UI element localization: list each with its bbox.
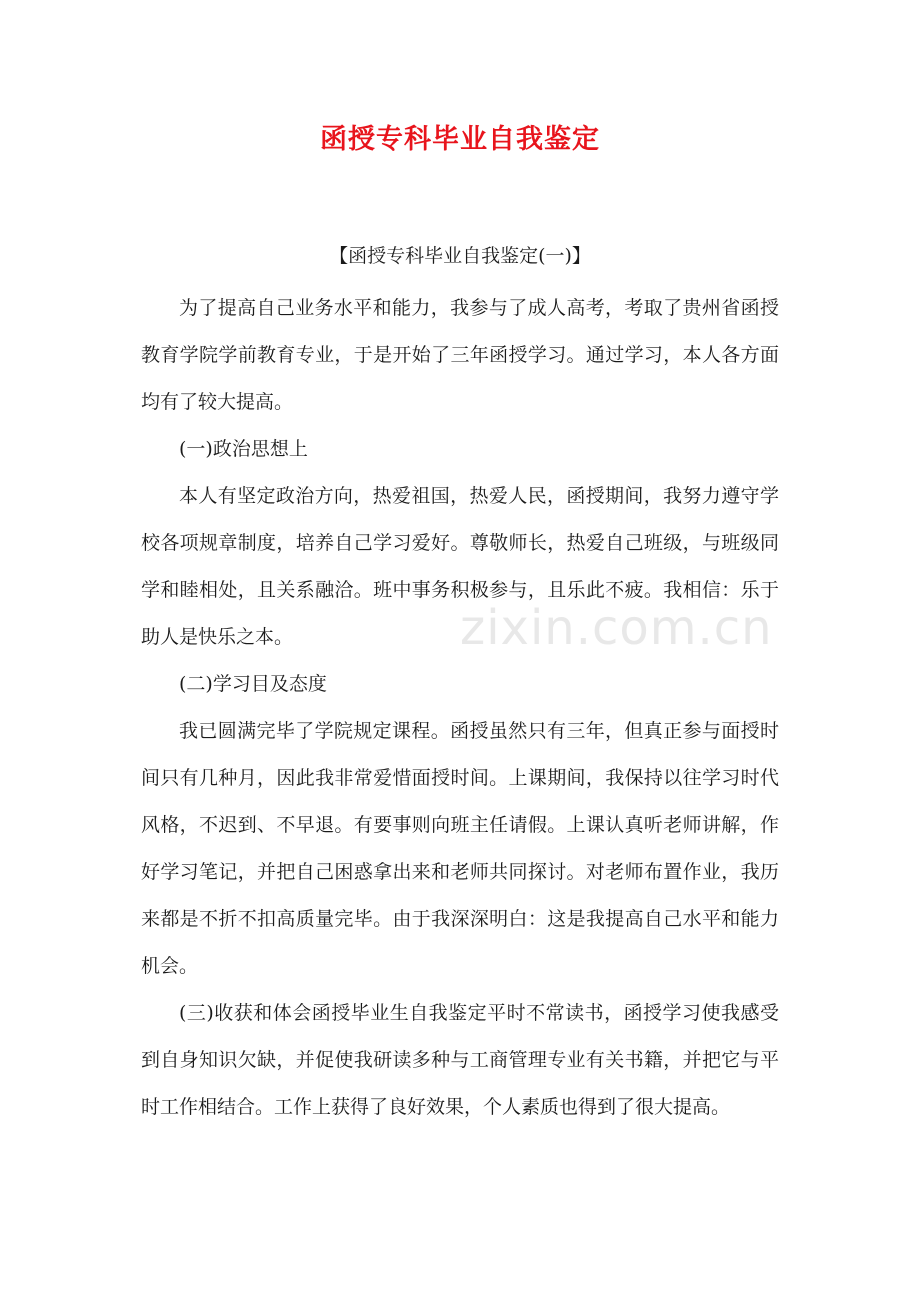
heading-politics: (一)政治思想上 bbox=[179, 438, 308, 460]
paragraph-politics: 本人有坚定政治方向，热爱祖国，热爱人民，函授期间，我努力遵守学校各项规章制度，培养自己学习爱好。尊敬师长，热爱自己班级，与班级同学和睦相处，且关系融洽。班中事务积极参与，且乐此不疲。我相信：乐于助人是快乐之本。 bbox=[141, 485, 779, 648]
document-title: 函授专科毕业自我鉴定 bbox=[320, 124, 600, 155]
paragraph-gains: (三)收获和体会函授毕业生自我鉴定平时不常读书，函授学习使我感受到自身知识欠缺，并促使我研读多种与工商管理专业有关书籍，并把它与平时工作相结合。工作上获得了良好效果，个人素质也得到了很大提高。 bbox=[141, 1002, 779, 1118]
watermark-text: zixin.com.cn bbox=[460, 600, 773, 656]
document-body bbox=[141, 238, 779, 1131]
heading-study: (二)学习目及态度 bbox=[179, 673, 327, 695]
paragraph-intro: 为了提高自己业务水平和能力，我参与了成人高考，考取了贵州省函授教育学院学前教育专业，于是开始了三年函授学习。通过学习，本人各方面均有了较大提高。 bbox=[141, 297, 779, 413]
paragraph-study: 我已圆满完毕了学院规定课程。函授虽然只有三年，但真正参与面授时间只有几种月，因此我非常爱惜面授时间。上课期间，我保持以往学习时代风格，不迟到、不早退。有要事则向班主任请假。上课认真听老师讲解，作好学习笔记，并把自己困惑拿出来和老师共同探讨。对老师布置作业，我历来都是不折不扣高质量完毕。由于我深深明白：这是我提高自己水平和能力机会。 bbox=[141, 720, 779, 977]
section-subtitle: 【函授专科毕业自我鉴定(一)】 bbox=[329, 245, 591, 267]
